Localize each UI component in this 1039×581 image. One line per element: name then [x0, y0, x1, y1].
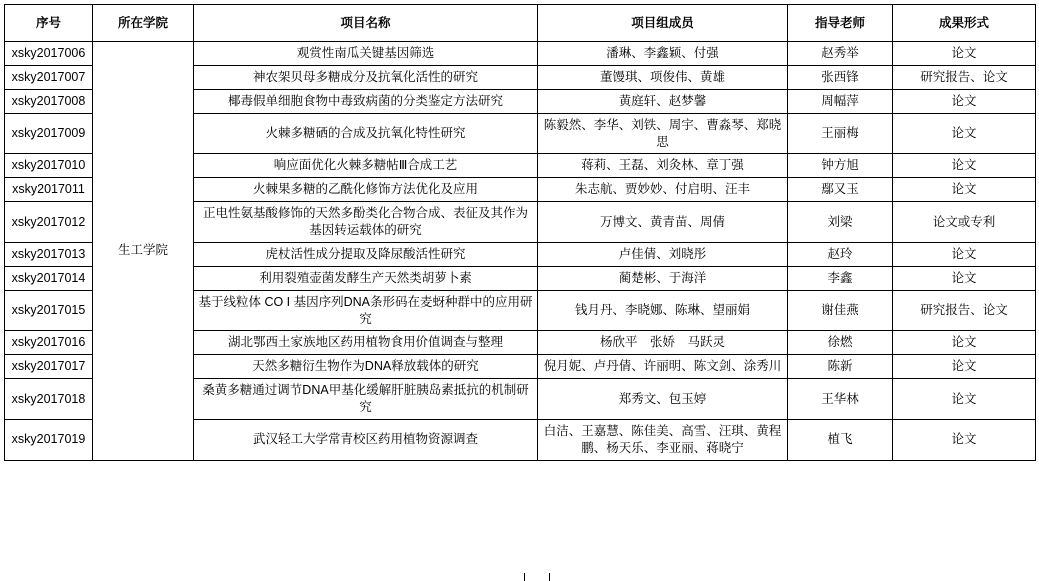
cell-teacher: 钟方旭 [788, 154, 893, 178]
cell-code: xsky2017017 [5, 355, 93, 379]
cell-members: 蒋莉、王磊、刘灸林、章丁强 [538, 154, 788, 178]
column-header-teacher: 指导老师 [788, 5, 893, 42]
cell-members: 郑秀文、包玉婷 [538, 379, 788, 420]
cell-members: 黄庭轩、赵梦馨 [538, 89, 788, 113]
cell-teacher: 王华林 [788, 379, 893, 420]
cell-title: 虎杖活性成分提取及降尿酸活性研究 [194, 242, 538, 266]
table-row [5, 42, 1036, 66]
cell-teacher: 刘梁 [788, 202, 893, 243]
cell-code: xsky2017013 [5, 242, 93, 266]
cell-result: 论文 [893, 113, 1036, 154]
cell-result: 论文 [893, 242, 1036, 266]
cell-title: 基于线粒体 CO I 基因序列DNA条形码在麦蚜种群中的应用研究 [194, 290, 538, 331]
cell-title: 椰毒假单细胞食物中毒致病菌的分类鉴定方法研究 [194, 89, 538, 113]
cell-result: 论文或专利 [893, 202, 1036, 243]
cell-result: 论文 [893, 331, 1036, 355]
cell-result: 论文 [893, 266, 1036, 290]
cell-result: 论文 [893, 355, 1036, 379]
cell-members: 蔺楚彬、于海洋 [538, 266, 788, 290]
cell-code: xsky2017016 [5, 331, 93, 355]
cell-teacher: 王丽梅 [788, 113, 893, 154]
cell-teacher: 张西锋 [788, 65, 893, 89]
cell-teacher: 陈新 [788, 355, 893, 379]
cutoff-cell [524, 573, 550, 581]
cell-code: xsky2017012 [5, 202, 93, 243]
cell-title: 响应面优化火棘多糖帖Ⅲ合成工艺 [194, 154, 538, 178]
cell-result: 论文 [893, 379, 1036, 420]
cell-teacher: 谢佳燕 [788, 290, 893, 331]
cell-members: 董馒琪、项俊伟、黄雄 [538, 65, 788, 89]
cell-members: 卢佳倩、刘晓彤 [538, 242, 788, 266]
cell-title: 天然多糖衍生物作为DNA释放载体的研究 [194, 355, 538, 379]
column-header-college: 所在学院 [93, 5, 194, 42]
cell-teacher: 李鑫 [788, 266, 893, 290]
cell-code: xsky2017014 [5, 266, 93, 290]
table-header [5, 5, 1036, 42]
cell-code: xsky2017015 [5, 290, 93, 331]
table-header-row [5, 5, 1036, 42]
cell-teacher: 周幅萍 [788, 89, 893, 113]
column-header-result: 成果形式 [893, 5, 1036, 42]
cell-result: 论文 [893, 154, 1036, 178]
cell-members: 潘琳、李鑫颖、付强 [538, 42, 788, 66]
column-header-members: 项目组成员 [538, 5, 788, 42]
cell-members: 杨欣平 张娇 马跃灵 [538, 331, 788, 355]
cell-teacher: 植飞 [788, 419, 893, 460]
cell-code: xsky2017009 [5, 113, 93, 154]
cell-result: 论文 [893, 419, 1036, 460]
cell-members: 倪月妮、卢丹倩、许丽明、陈文剑、涂秀川 [538, 355, 788, 379]
cell-members: 陈毅然、李华、刘铁、周宇、曹淼琴、郑晓思 [538, 113, 788, 154]
cell-title: 湖北鄂西土家族地区药用植物食用价值调查与整理 [194, 331, 538, 355]
cell-code: xsky2017008 [5, 89, 93, 113]
cell-members: 万博文、黄青苗、周倩 [538, 202, 788, 243]
cell-code: xsky2017019 [5, 419, 93, 460]
cell-college: 生工学院 [93, 42, 194, 461]
cell-code: xsky2017006 [5, 42, 93, 66]
cell-code: xsky2017007 [5, 65, 93, 89]
cell-members: 钱月丹、李晓娜、陈琳、望丽娟 [538, 290, 788, 331]
cell-result: 研究报告、论文 [893, 290, 1036, 331]
cell-code: xsky2017011 [5, 178, 93, 202]
cell-title: 桑黄多糖通过调节DNA甲基化缓解肝脏胰岛素抵抗的机制研究 [194, 379, 538, 420]
cell-teacher: 赵秀举 [788, 42, 893, 66]
cell-title: 武汉轻工大学常青校区药用植物资源调查 [194, 419, 538, 460]
cell-code: xsky2017010 [5, 154, 93, 178]
cell-result: 论文 [893, 89, 1036, 113]
cell-code: xsky2017018 [5, 379, 93, 420]
cell-result: 论文 [893, 42, 1036, 66]
cell-title: 神农架贝母多糖成分及抗氧化活性的研究 [194, 65, 538, 89]
cell-teacher: 徐燃 [788, 331, 893, 355]
cell-title: 火棘多糖硒的合成及抗氧化特性研究 [194, 113, 538, 154]
project-table [4, 4, 1036, 461]
column-header-title: 项目名称 [194, 5, 538, 42]
cell-title: 正电性氨基酸修饰的天然多酚类化合物合成、表征及其作为基因转运载体的研究 [194, 202, 538, 243]
cell-title: 利用裂殖壶菌发酵生产天然类胡萝卜素 [194, 266, 538, 290]
cell-members: 朱志航、贾妙妙、付启明、汪丰 [538, 178, 788, 202]
cell-title: 观赏性南瓜关键基因筛选 [194, 42, 538, 66]
page-bottom-cutoff [0, 573, 1039, 581]
cell-members: 白洁、王嘉慧、陈佳美、高雪、汪琪、黄程鹏、杨天乐、李亚丽、蒋晓宁 [538, 419, 788, 460]
cell-title: 火棘果多糖的乙酰化修饰方法优化及应用 [194, 178, 538, 202]
cell-teacher: 赵玲 [788, 242, 893, 266]
cell-teacher: 鄢又玉 [788, 178, 893, 202]
column-header-code: 序号 [5, 5, 93, 42]
table-body [5, 42, 1036, 461]
cell-result: 研究报告、论文 [893, 65, 1036, 89]
cell-result: 论文 [893, 178, 1036, 202]
